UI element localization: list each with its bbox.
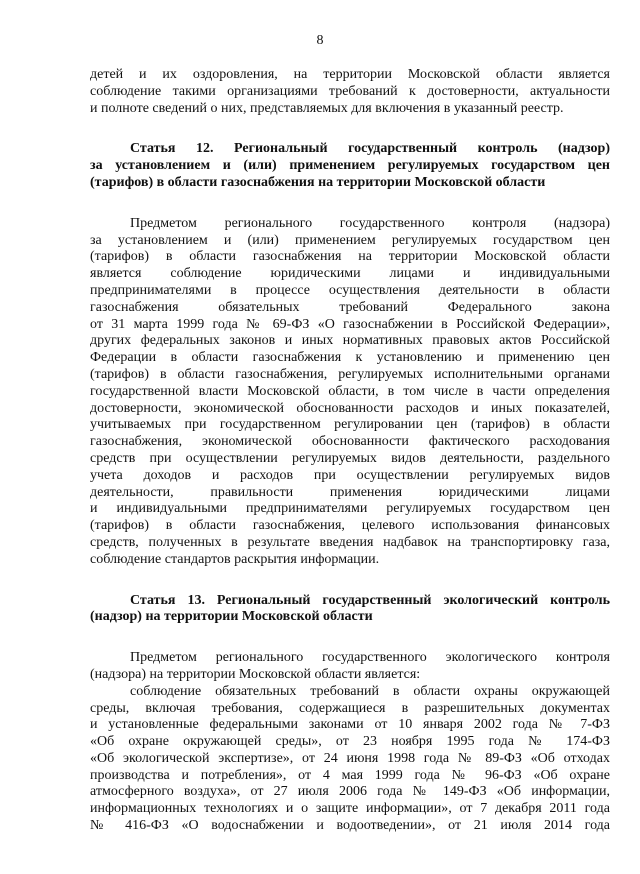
text-line: других федеральных законов и иных нормативных правовых актов Российской <box>90 333 610 349</box>
text-line: и полноте сведений о них, представляемых для включения в указанный реестр. <box>90 100 564 116</box>
continuation-paragraph <box>90 67 610 117</box>
text-line: учитываемых при государственном регулировании цен (тарифов) в области <box>90 417 610 433</box>
article-13-item-1 <box>90 684 610 835</box>
text-line: «Об экологической экспертизе», от 24 июня 1998 года № 89-ФЗ «Об отходах <box>90 750 610 766</box>
text-line: информационных технологиях и о защите информации», от 7 декабря 2011 года <box>90 801 610 817</box>
text-line: предпринимателями в процессе осуществления деятельности в области <box>90 282 610 298</box>
text-line: Федерации в области газоснабжения к установлению и применению цен <box>90 350 610 366</box>
spacer <box>90 117 610 141</box>
text-line: соблюдение стандартов раскрытия информации. <box>90 551 380 567</box>
heading-line: Статья 12. Региональный государственный контроль (надзор) <box>130 141 610 157</box>
text-line: газоснабжения, экономической обоснованности фактического расходования <box>90 434 610 450</box>
text-line: учета доходов и расходов при осуществлении регулируемых видов <box>90 467 610 483</box>
text-line: средств при осуществлении регулируемых видов деятельности, раздельного <box>90 450 610 466</box>
article-13-intro <box>90 650 610 684</box>
page-number: 8 <box>316 33 324 48</box>
heading-line: (надзор) на территории Московской области <box>90 609 373 625</box>
text-line: достоверности, экономической обоснованности расходов и иных показателей, <box>90 400 610 416</box>
text-line: № 416-ФЗ «О водоснабжении и водоотведении», от 21 июля 2014 года <box>90 818 610 834</box>
text-line: соблюдение обязательных требований в области охраны окружающей <box>130 683 610 699</box>
text-line: является соблюдение юридическими лицами и индивидуальными <box>90 266 610 282</box>
text-line: «Об охране окружающей среды», от 23 ноября 1995 года № 174-ФЗ <box>90 734 610 750</box>
text-line: среды, включая требования, содержащиеся в разрешительных документах <box>90 700 610 716</box>
text-line: производства и потребления», от 4 мая 1999 года № 96-ФЗ «Об охране <box>90 767 610 783</box>
text-line: (тарифов) в области газоснабжения, целевого использования финансовых <box>90 518 610 534</box>
text-line: (надзора) на территории Московской области является: <box>90 666 421 682</box>
document-content <box>90 67 610 835</box>
text-line: и индивидуальными предпринимателями регулируемых государством цен <box>90 501 610 517</box>
spacer <box>90 192 610 216</box>
text-line: атмосферного воздуха», от 27 июля 2006 года № 149-ФЗ «Об информации, <box>90 784 610 800</box>
text-line: государственной власти Московской области, в том числе в части определения <box>90 383 610 399</box>
text-line: Предметом регионального государственного контроля (надзора) <box>130 215 610 231</box>
text-line: соблюдение такими организациями требований к достоверности, актуальности <box>90 83 610 99</box>
article-13-heading <box>90 593 610 627</box>
spacer <box>90 569 610 593</box>
heading-line: (тарифов) в области газоснабжения на территории Московской области <box>90 174 546 190</box>
heading-line: за установлением и (или) применением регулируемых государством цен <box>90 158 610 174</box>
spacer <box>90 626 610 650</box>
text-line: средств, полученных в результате введения надбавок на транспортировку газа, <box>90 534 610 550</box>
article-12-body <box>90 216 610 569</box>
text-line: и установленные федеральными законами от 10 января 2002 года № 7-ФЗ <box>90 717 610 733</box>
text-line: деятельности, правильности применения юридическими лицами <box>90 484 610 500</box>
text-line: детей и их оздоровления, на территории Московской области является <box>90 67 610 82</box>
heading-line: Статья 13. Региональный государственный экологический контроль <box>130 592 610 608</box>
text-line: (тарифов) в области газоснабжения на территории Московской области <box>90 249 610 265</box>
text-line: Предметом регионального государственного экологического контроля <box>130 650 610 666</box>
text-line: (тарифов) в области газоснабжения, регулируемых исполнительными органами <box>90 366 610 382</box>
article-12-heading <box>90 141 610 191</box>
text-line: за установлением и (или) применением регулируемых государством цен <box>90 232 610 248</box>
text-line: газоснабжения обязательных требований Федерального закона <box>90 299 610 315</box>
text-line: от 31 марта 1999 года № 69-ФЗ «О газоснабжении в Российской Федерации», <box>90 316 610 332</box>
